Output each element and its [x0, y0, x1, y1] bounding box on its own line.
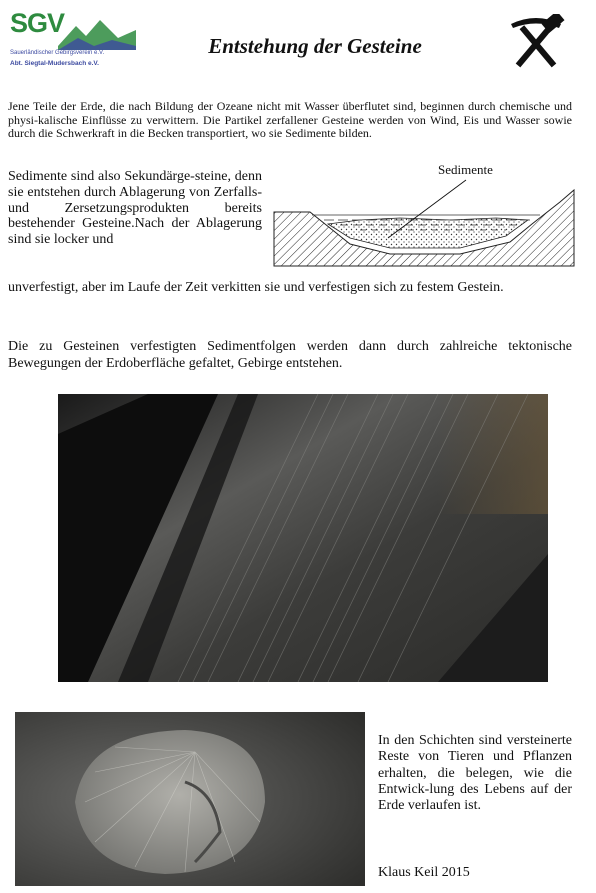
logo-text: SGV — [10, 8, 65, 38]
intro-paragraph: Jene Teile der Erde, die nach Bildung der Ozeane nicht mit Wasser überflutet sind, beginnen durch chemische und physi-kalische Einflüsse zu verwittern. Die Partikel zerfallener Gesteine werden von Wind, Eis und Wasser sowie durch die Schwerkraft in die Becken transportiert, wo sie Sedimente bilden. — [8, 99, 572, 140]
page-title: Entstehung der Gesteine — [208, 34, 422, 58]
folding-paragraph: Die zu Gesteinen verfestigten Sedimentfolgen werden dann durch zahlreiche tektonische Bewegungen der Erdoberfläche gefaltet, Gebirge entstehen. — [8, 339, 572, 371]
sediment-basin-diagram — [270, 158, 576, 270]
sgv-logo — [8, 10, 136, 70]
fossil-photo — [15, 712, 365, 886]
rock-layers-photo — [58, 394, 548, 682]
fossils-paragraph: In den Schichten sind versteinerte Reste von Tieren und Pflanzen erhalten, die belegen, wie die Entwick-lung des Lebens auf der Erde verlaufen ist. — [378, 733, 572, 814]
logo-subtitle-1: Sauerländischer Gebirgsverein e.V. — [10, 50, 105, 56]
logo-subtitle-2: Abt. Siegtal-Mudersbach e.V. — [10, 60, 99, 67]
sediments-paragraph-continued: unverfestigt, aber im Laufe der Zeit verkitten sie und verfestigen sich zu festem Gestein. — [8, 280, 504, 295]
sediments-paragraph: Sedimente sind also Sekundärge-steine, denn sie entstehen durch Ablagerung von Zerfalls- und Zersetzungsprodukten bereits bestehender Gesteine.Nach der Ablagerung sind sie locker und — [8, 169, 262, 248]
hammer-and-pick-icon — [505, 14, 567, 72]
diagram-label: Sedimente — [438, 162, 493, 177]
sediment-layer — [328, 218, 528, 248]
logo-mountains — [58, 16, 136, 50]
author-signature: Klaus Keil 2015 — [378, 865, 470, 880]
